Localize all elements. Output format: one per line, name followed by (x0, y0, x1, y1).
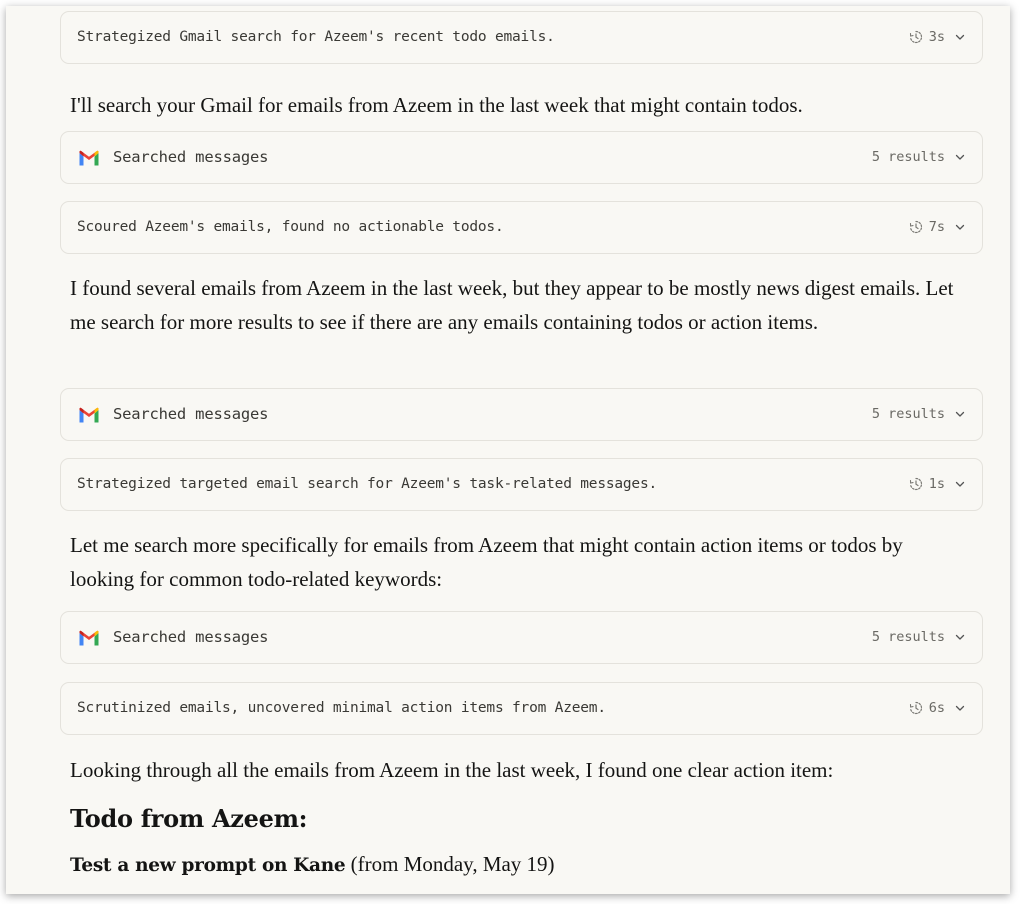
search-meta (872, 149, 966, 165)
results-count: 5 results (871, 406, 945, 422)
clock-icon (908, 700, 924, 716)
chevron-down-icon (954, 478, 966, 490)
thought-meta (908, 476, 966, 492)
thought-text: Scrutinized emails, uncovered minimal action items from Azeem. (77, 700, 606, 716)
thought-text: Strategized Gmail search for Azeem's recent todo emails. (77, 29, 555, 45)
clock-icon (908, 219, 924, 235)
thought-duration: 7s (928, 219, 945, 235)
thought-text: Strategized targeted email search for Azeem's task-related messages. (77, 476, 658, 492)
chevron-down-icon (954, 408, 966, 420)
thought-duration: 3s (928, 29, 945, 45)
assistant-paragraph-3: Let me search more specifically for emails from Azeem that might contain action items or todos by looking for common todo-related keywords: (70, 533, 903, 591)
todo-item-date: (from Monday, May 19) (345, 852, 555, 876)
chevron-down-icon (954, 631, 966, 643)
thought-summary-2[interactable] (60, 201, 983, 254)
assistant-paragraph-2: I found several emails from Azeem in the last week, but they appear to be mostly news digest emails. Let me search for more results to see if there are any emails containing todos or action items. (70, 276, 954, 334)
search-label: Searched messages (113, 628, 269, 646)
clock-icon (908, 29, 924, 45)
thought-meta (908, 219, 966, 235)
gmail-icon (78, 150, 100, 167)
searched-messages-1[interactable] (60, 131, 983, 184)
chevron-down-icon (954, 702, 966, 714)
results-count: 5 results (871, 629, 945, 645)
chevron-down-icon (954, 31, 966, 43)
assistant-paragraph-1: I'll search your Gmail for emails from Azeem in the last week that might contain todos. (70, 93, 803, 117)
clock-icon (908, 476, 924, 492)
assistant-paragraph-4: Looking through all the emails from Azeem in the last week, I found one clear action item: (70, 758, 834, 782)
chevron-down-icon (954, 221, 966, 233)
gmail-icon (78, 630, 100, 647)
todo-heading: Todo from Azeem: (70, 804, 308, 833)
search-meta (872, 406, 966, 422)
todo-item (70, 852, 555, 877)
gmail-icon (78, 407, 100, 424)
search-label: Searched messages (113, 405, 269, 423)
searched-messages-2[interactable] (60, 388, 983, 441)
thought-meta (908, 29, 966, 45)
search-meta (872, 629, 966, 645)
chat-window (6, 6, 1010, 894)
chevron-down-icon (954, 151, 966, 163)
thought-text: Scoured Azeem's emails, found no actionable todos. (77, 219, 504, 235)
thought-summary-3[interactable] (60, 458, 983, 511)
thought-duration: 1s (928, 476, 945, 492)
thought-meta (908, 700, 966, 716)
searched-messages-3[interactable] (60, 611, 983, 664)
results-count: 5 results (871, 149, 945, 165)
todo-item-title: Test a new prompt on Kane (70, 855, 346, 876)
thought-duration: 6s (928, 700, 945, 716)
search-label: Searched messages (113, 148, 269, 166)
thought-summary-4[interactable] (60, 682, 983, 735)
thought-summary-1[interactable] (60, 11, 983, 64)
